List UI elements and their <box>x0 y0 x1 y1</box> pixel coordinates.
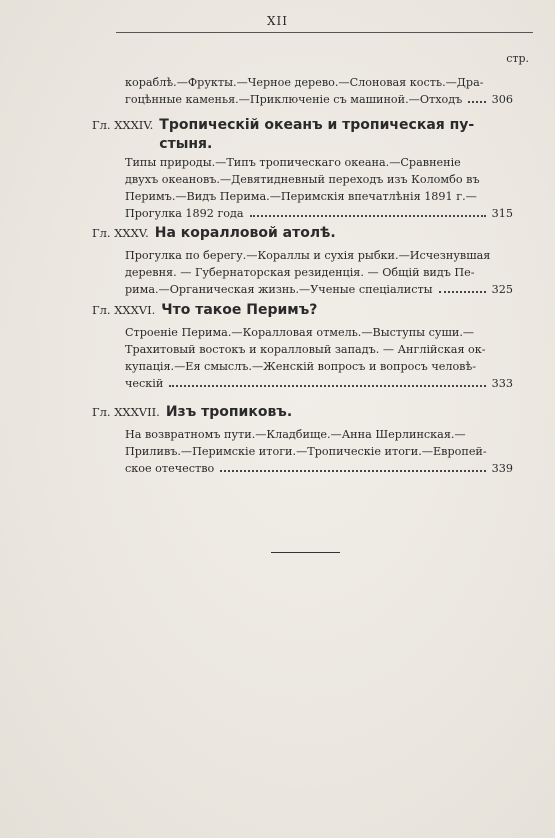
continuation-entry <box>125 74 513 108</box>
chapter-title <box>161 301 317 320</box>
entry-last-line <box>125 375 513 392</box>
entry-line: Приливъ.—Перимскіе итоги.—Тропическіе итоги.—Европей- <box>125 445 487 458</box>
chapter-title <box>166 403 292 422</box>
chapter-number: Гл. XXXVII. <box>92 405 160 419</box>
chapter-title <box>159 116 474 154</box>
chapter-entry <box>92 403 513 477</box>
chapter-summary <box>125 426 513 477</box>
entry-line: купація.—Ея смыслъ.—Женскій вопросъ и вопросъ человѣ- <box>125 360 477 373</box>
chapter-entry <box>92 301 513 392</box>
entry-line: гоцѣнные каменья.—Приключеніе съ машиной.—Отходъ <box>125 93 463 106</box>
entry-line: Типы природы.—Типъ тропическаго океана.—Сравненіе <box>125 156 461 169</box>
entry-last-line <box>125 205 513 222</box>
entry-line: Перимъ.—Видъ Перима.—Перимскія впечатлѣнія 1891 г.— <box>125 190 477 203</box>
chapter-title <box>155 224 336 243</box>
entry-line: ское отечество <box>125 462 215 475</box>
chapter-heading <box>92 301 513 320</box>
header-rule <box>116 32 533 33</box>
page-number: 306 <box>491 93 513 106</box>
entry-line: двухъ океановъ.—Девятидневный переходъ изъ Коломбо въ <box>125 173 480 186</box>
dot-leader <box>220 470 485 472</box>
chapter-heading <box>92 224 513 243</box>
chapter-title-line: Изъ тропиковъ. <box>165 404 293 420</box>
page-number: 333 <box>491 377 513 390</box>
page-column-label: стр. <box>506 52 529 65</box>
dot-leader <box>169 385 485 387</box>
dot-leader <box>439 291 486 293</box>
chapter-summary <box>125 324 513 392</box>
entry-line: На возвратномъ пути.—Кладбище.—Анна Шерлинская.— <box>125 428 466 441</box>
entry-line: кораблѣ.—Фрукты.—Черное дерево.—Слоновая кость.—Дра- <box>125 76 484 89</box>
entry-line: Прогулка по берегу.—Кораллы и сухія рыбки.—Исчезнувшая <box>125 249 491 262</box>
chapter-number: Гл. XXXIV. <box>92 118 154 132</box>
page-number: 315 <box>491 207 513 220</box>
dot-leader <box>468 101 485 103</box>
chapter-title-line: стыня. <box>159 136 213 152</box>
entry-line: ческій <box>125 377 164 390</box>
entry-line: рима.—Органическая жизнь.—Ученые спеціалисты <box>125 283 433 296</box>
entry-line: Трахитовый востокъ и коралловый западъ. — Англійская ок- <box>125 343 486 356</box>
entry-last-line <box>125 460 513 477</box>
entry-last-line <box>125 91 513 108</box>
entry-line: Строеніе Перима.—Коралловая отмель.—Выступы суши.— <box>125 326 475 339</box>
page-number: 325 <box>491 283 513 296</box>
entry-line: Прогулка 1892 года <box>125 207 244 220</box>
page-number: 339 <box>491 462 513 475</box>
chapter-title-line: Что такое Перимъ? <box>161 302 318 318</box>
chapter-summary <box>125 154 513 222</box>
chapter-heading <box>92 116 513 154</box>
chapter-number: Гл. XXXV. <box>92 226 149 240</box>
chapter-title-line: На коралловой атолѣ. <box>154 225 336 241</box>
page-header-numeral: XII <box>266 14 289 28</box>
chapter-title-line: Тропическій океанъ и тропическая пу- <box>159 117 475 133</box>
chapter-entry <box>92 224 513 298</box>
entry-last-line <box>125 281 513 298</box>
closing-rule <box>271 552 340 553</box>
entry-line: деревня. — Губернаторская резиденція. — Общій видъ Пе- <box>125 266 475 279</box>
chapter-entry <box>92 116 513 222</box>
chapter-number: Гл. XXXVI. <box>92 303 156 317</box>
chapter-heading <box>92 403 513 422</box>
chapter-summary <box>125 247 513 298</box>
dot-leader <box>250 215 486 217</box>
